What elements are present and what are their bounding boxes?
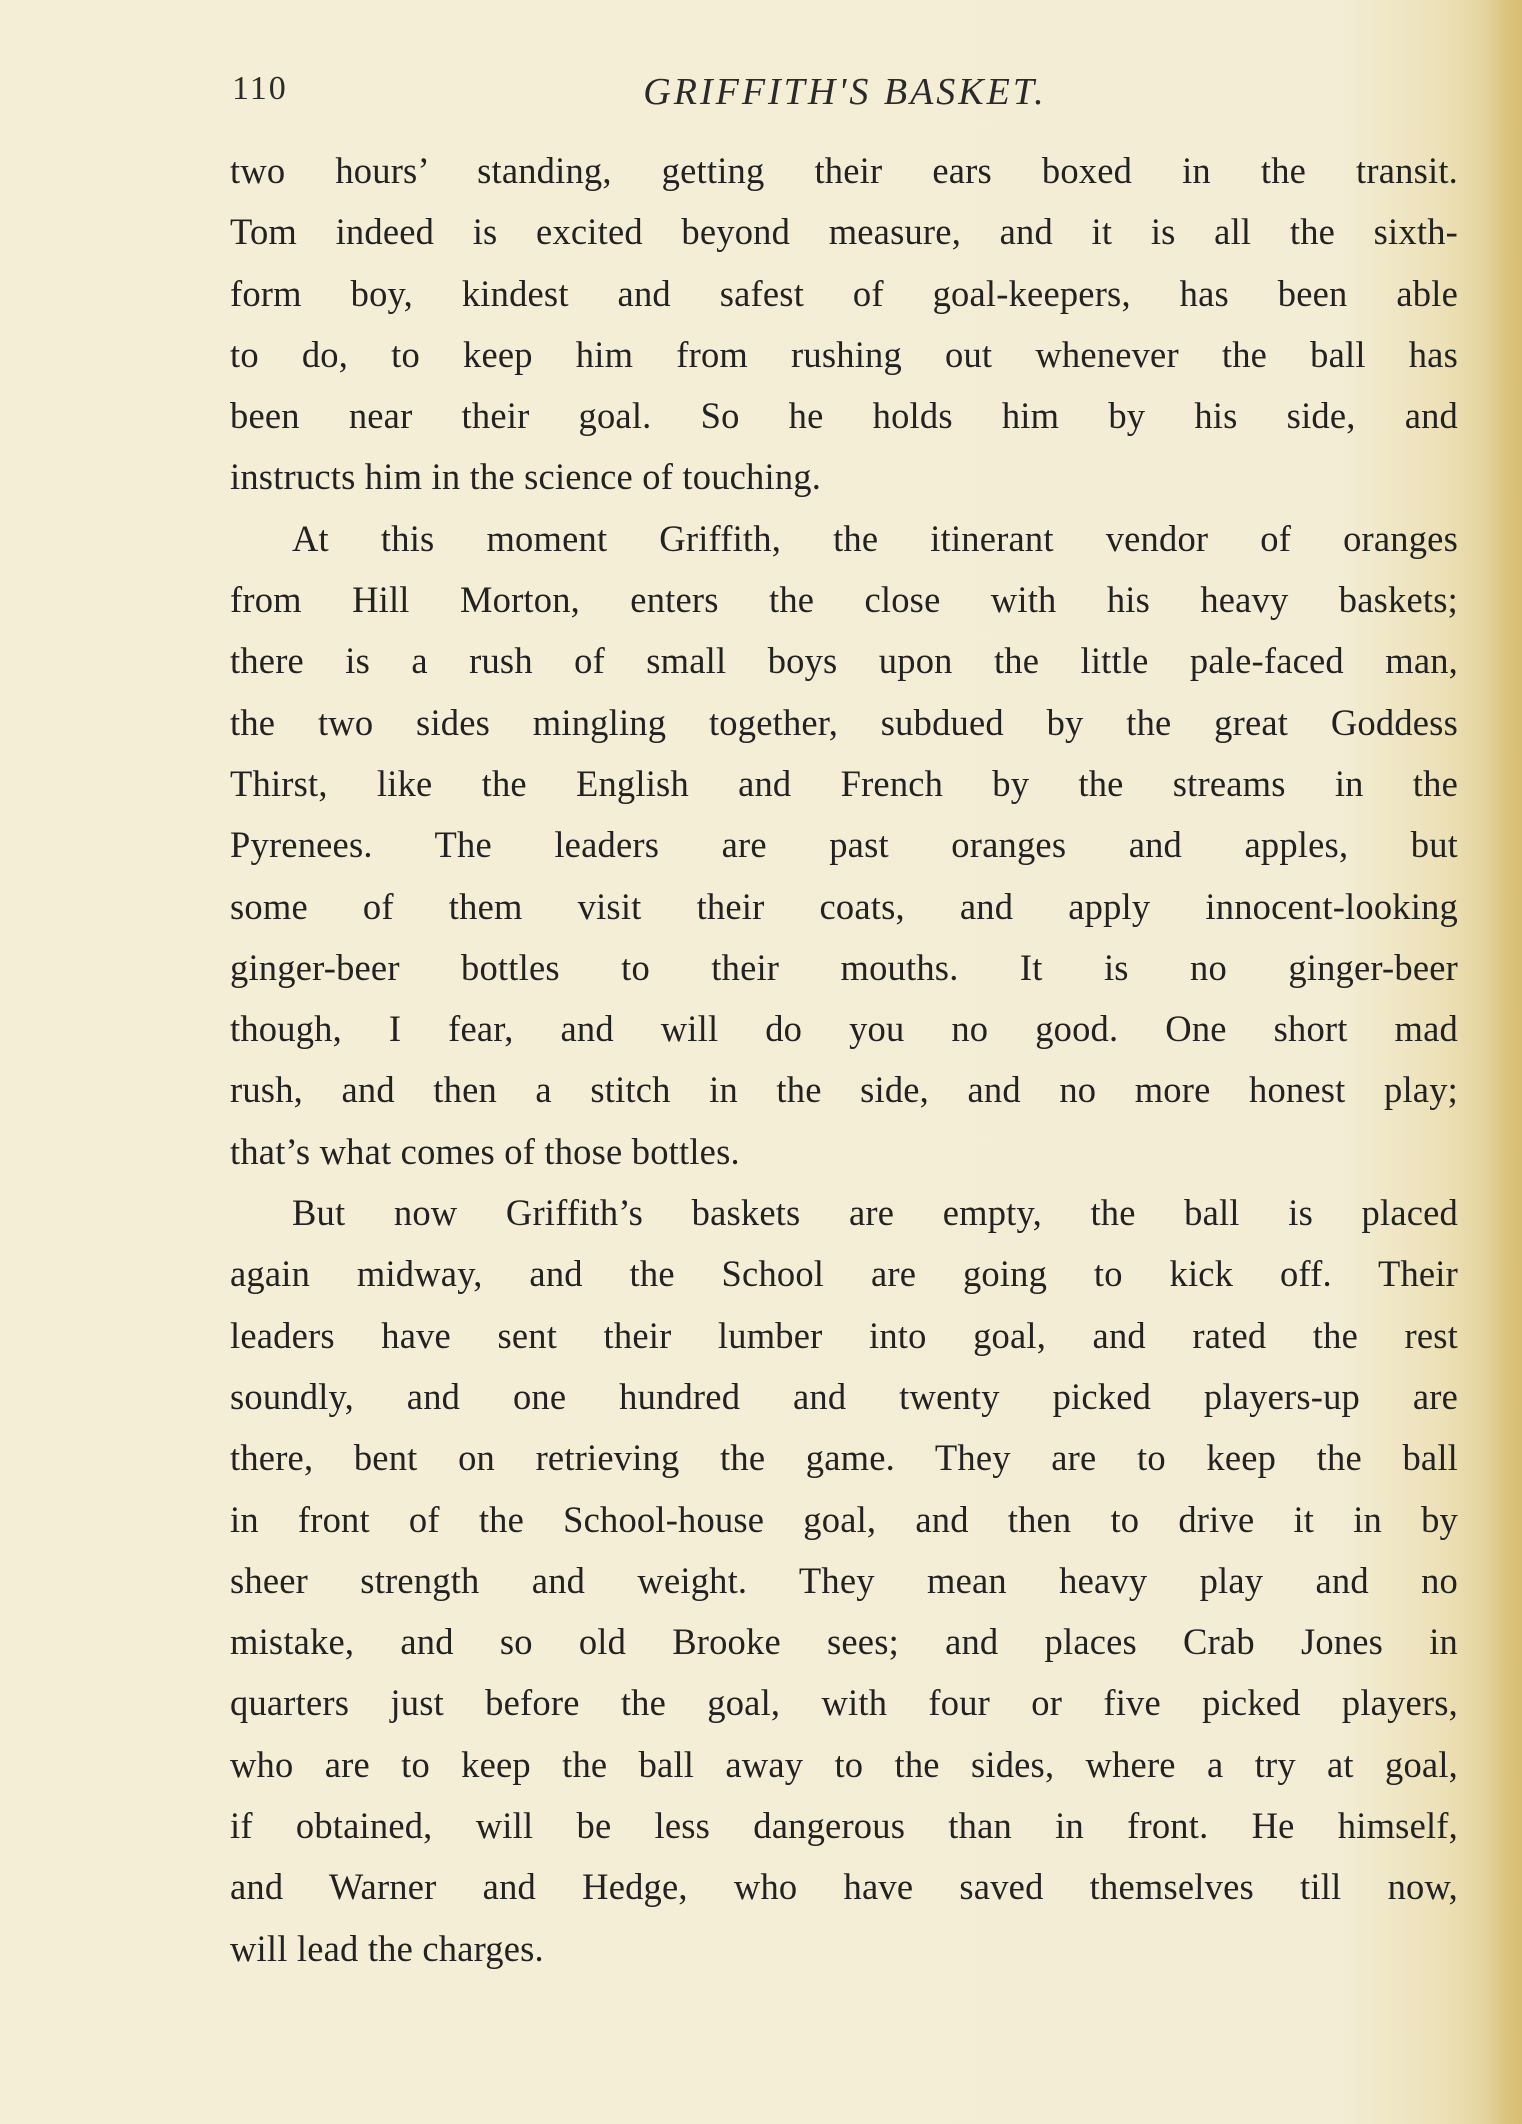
text-line: who are to keep the ball away to the sides, where a try at goal, (230, 1743, 1458, 1785)
text-line: leaders have sent their lumber into goal, and rated the rest (230, 1314, 1458, 1356)
text-line: quarters just before the goal, with four or five picked players, (230, 1682, 1458, 1724)
text-line: some of them visit their coats, and apply innocent-looking (230, 885, 1458, 927)
text-line: been near their goal. So he holds him by his side, and (230, 395, 1458, 437)
text-line: in front of the School-house goal, and then to drive it in by (230, 1498, 1458, 1540)
text-line: though, I fear, and will do you no good. One short mad (230, 1008, 1458, 1050)
text-line: instructs him in the science of touching. (230, 456, 822, 498)
text-line: Thirst, like the English and French by the streams in the (230, 762, 1458, 804)
text-line: At this moment Griffith, the itinerant vendor of oranges (292, 517, 1458, 559)
text-line: soundly, and one hundred and twenty picked players-up are (230, 1375, 1458, 1417)
text-line: Pyrenees. The leaders are past oranges and apples, but (230, 824, 1458, 866)
text-line: there is a rush of small boys upon the little pale-faced man, (230, 640, 1458, 682)
text-line: But now Griffith’s baskets are empty, the ball is placed (292, 1192, 1458, 1234)
page-edge-shadow (1482, 0, 1522, 2124)
text-line: mistake, and so old Brooke sees; and places Crab Jones in (230, 1621, 1458, 1663)
text-line: and Warner and Hedge, who have saved themselves till now, (230, 1866, 1458, 1908)
text-line: if obtained, will be less dangerous than in front. He himself, (230, 1805, 1458, 1847)
text-line: rush, and then a stitch in the side, and no more honest play; (230, 1069, 1458, 1111)
page-header (232, 70, 1458, 120)
text-line: Tom indeed is excited beyond measure, and it is all the sixth- (230, 211, 1458, 253)
text-line: that’s what comes of those bottles. (230, 1130, 740, 1172)
text-line: form boy, kindest and safest of goal-keepers, has been able (230, 272, 1458, 314)
text-line: again midway, and the School are going to kick off. Their (230, 1253, 1458, 1295)
text-line: sheer strength and weight. They mean heavy play and no (230, 1559, 1458, 1601)
page-number: 110 (232, 70, 288, 107)
text-line: ginger-beer bottles to their mouths. It is no ginger-beer (230, 946, 1458, 988)
text-line: the two sides mingling together, subdued by the great Goddess (230, 701, 1458, 743)
text-line: will lead the charges. (230, 1927, 544, 1969)
text-line: two hours’ standing, getting their ears boxed in the transit. (230, 150, 1458, 191)
text-line: there, bent on retrieving the game. They are to keep the ball (230, 1437, 1458, 1479)
body-text (230, 140, 1458, 1979)
running-title: GRIFFITH'S BASKET. (643, 71, 1047, 113)
text-line: to do, to keep him from rushing out whenever the ball has (230, 333, 1458, 375)
text-line: from Hill Morton, enters the close with his heavy baskets; (230, 579, 1458, 621)
